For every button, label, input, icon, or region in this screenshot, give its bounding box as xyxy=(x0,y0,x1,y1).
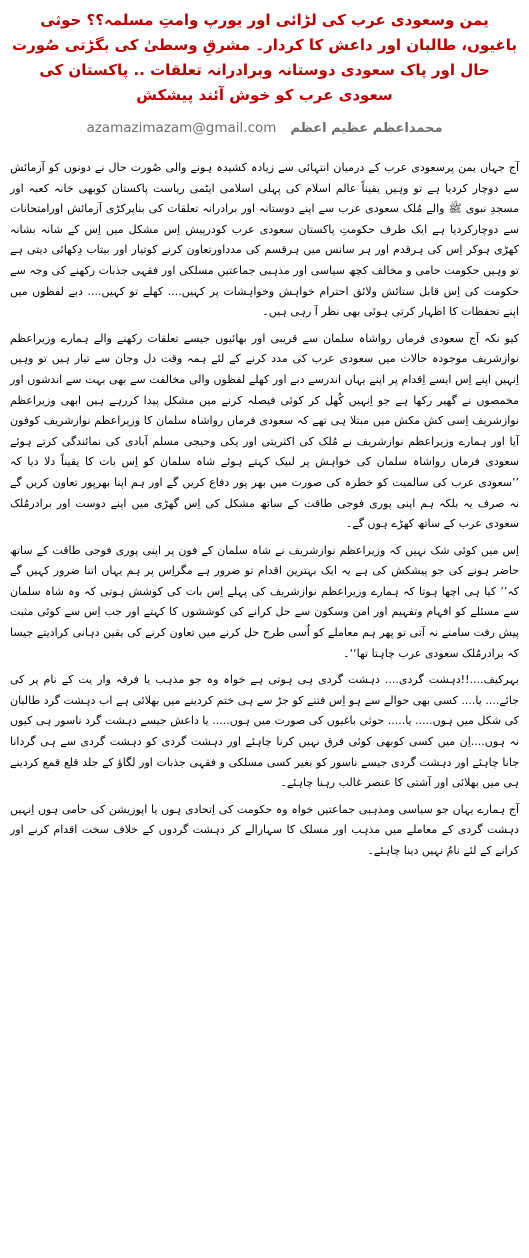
paragraph: کیو نکہ آج سعودی فرماں رواشاہ سلمان سے قریبی اور بھائیوں جیسے تعلقات رکھنے والے ہمارے وزیراعظم نوازشریف موجودہ حالات میں سعودی عرب کی مدد کرنے کے لئے ہمہ وقت دل وجان سے تیار ہیں تو وہیں اِنہیں اپنے اِس ایسے اِقدام پر اپنے یہاں اندرسے دبے اور کھلے لفظوں والی مخالفت سے بھی بہت سے اندشوں اور مخمصوں نے گھیر رکھا ہے جو اِنہیں کُھل کر کوئی فیصلہ کرنے میں مشکل پیدا کررہے ہیں ابھی وزیراعظم نوازشریف اِسی کش مکش میں مبتلا ہی تھے کہ سعودی فرماں رواشاہ سلمان کا وزیراعظم نوازشریف کوفون آیا اور ہمارے وزیراعظم نوازشریف نے مُلک کی اکثریتی اور یکی وحیجی مسلم آبادی کی نمائندگی کرتے ہوئے سعودی فرماں رواشاہ سلمان کی خواہش پر لبیک کہتے ہوئے شاہ سلمان کو اِس بات کا یقیناً دلا دیا کہ ’’سعودی عرب کی سالمیت کو خطرہ کی صورت میں بھر پور دفاع کریں گے اور ہم اپنا بھرپور تعاون کریں گے نہ صرف یہ بلکہ ہم اپنی پوری فوجی طاقت کے ساتھ مشکل کی اِس گھڑی میں اپنے دوست اور برادرمُلک سعودی عرب کے ساتھ کھڑے ہوں گے۔ xyxy=(10,331,519,531)
author-name: محمداعظم عظیم اعظم xyxy=(290,120,443,136)
paragraph: بہرکیف....!!دہشت گردی.... دہشت گردی ہی ہوتی ہے خواہ وہ جو مذہب یا فرقہ وار یت کے نام پر کی جائے.... یا.... کسی بھی حوالے سے ہو اِس فتنے کو جڑ سے ہی ختم کردینے میں بھلائی ہے اب دہشت گرد طالبان کی شکل میں ہوں..... یا..... حوثی باغیوں کی صورت میں ہوں..... یا داعش جیسے دہشت گرد ناسور ہی کیوں نہ ہوں....اِن میں کسی کوبھی کوئی فرق نہیں کرنا چاہئے اور دہشت گردی کو دہشت گردی سے ہی گردانا جانا چاہئے اور دہشت گردی جیسے ناسور کو بغیر کسی مسلکی و فقہی جذبات اور لگاؤ کے جلد قلع قمع کردینے ہی میں بھلائی اور آشتی کا عنصر غالب رہنا چاہئے۔ xyxy=(10,673,519,790)
paragraph: آج ہمارے یہاں جو سیاسی ومذہبی جماعتیں خواہ وہ حکومت کی اِتحادی ہوں یا اپوزیشن کی حامی ہوں اِنہیں دہشت گردی کے معاملے میں مذہب اور مسلک کا سہارالے کر دہشت گردوں کے خلاف سخت اقدام کرنے اور کرانے کے لئے نامُ نہیں دینا چاہئے۔ xyxy=(10,802,519,857)
byline xyxy=(10,116,519,140)
article-headline: یمن وسعودی عرب کی لڑائی اور یورپ وامتِ مسلمہ؟؟ حوثی باغیوں، طالبان اور داعش کا کردار۔ مشرقِ وسطیٰ کی بگڑتی صُورت حال اور پاک سعودی دوستانہ وبرادرانہ تعلقات .. پاکستان کی سعودی عرب کو خوش آئند پیشکش xyxy=(12,11,517,104)
paragraph: آج جہاں یمن پرسعودی عرب کے درمیان انتہائی سے زیادہ کشیدہ ہونے والی صُورت حال نے دونوں کو آزمائش سے دوچار کردیا ہے تو وہیں یقیناً عالم اسلام کی پہلی اسلامی ایٹمی ریاست پاکستان کوبھی خانہ کعبہ اور مسجدِ نبوی ﷺ والے مُلک سعودی عرب سے اپنے دوستانہ اور برادرانہ تعلقات کی بناپرکڑی آزمائش اورامتحانات سے دوچارکردیا ہے ایک طرف حکومتِ پاکستان سعودی عرب کودرپیش اِس مشکل میں اِس کے شانہ بشانہ کھڑی ہوکر اِس کی ہرقدم اور ہر سانس میں ہرقسم کی مدداورتعاون کرنے کوتیار اور بیتاب دِکھائی دیتی ہے تو وہیں حکومت حامی و مخالف کچھ سیاسی اور مذہبی جماعتیں مسلکی اور فقہی جذبات رکھنے کی وجہ سے حکومت کی اِس قابل ستائش ولائق احترام خواہش وخواہشات پر کہیں.... کھلے تو کہیں.... دبے لفظوں میں اپنے تحفظات کا اظہار کرتی ہوئی بھی نظر آ رہی ہیں۔ xyxy=(10,161,519,319)
author-email[interactable]: azamazimazam@gmail.com xyxy=(86,120,277,136)
article-body xyxy=(10,158,519,862)
paragraph: اِس میں کوئی شک نہیں کہ وزیراعظم نوازشریف نے شاہ سلمان کے فون پر اپنی پوری فوجی طاقت کے ساتھ حاضر ہونے کی جو پیشکش کی ہے یہ ایک بہترین اقدام تو ضرور ہے مگراِس پر ہم یہاں اتنا ضرور کہیں گے کہ’’ کیا ہی اچھا ہوتا کہ ہمارے وزیراعظم نوازشریف کی پہلے اِس بات کی کوشش ہوتی کہ وہ شاہ سلمان سے مسئلے کو افہام وتفہیم اور امن وسکون سے حل کرانے کی کوششوں کا کہتے اور جب اِس سے کوئی مثبت پیش رفت سامنے نہ آتی تو پھر ہم معاملے کو اُسی طرح حل کرنے میں تعاون کرنے کی یقین دہانی کرادیتے جیسا کہ برادرمُلک سعودی عرب چاہتا تھا‘‘۔ xyxy=(10,543,519,660)
